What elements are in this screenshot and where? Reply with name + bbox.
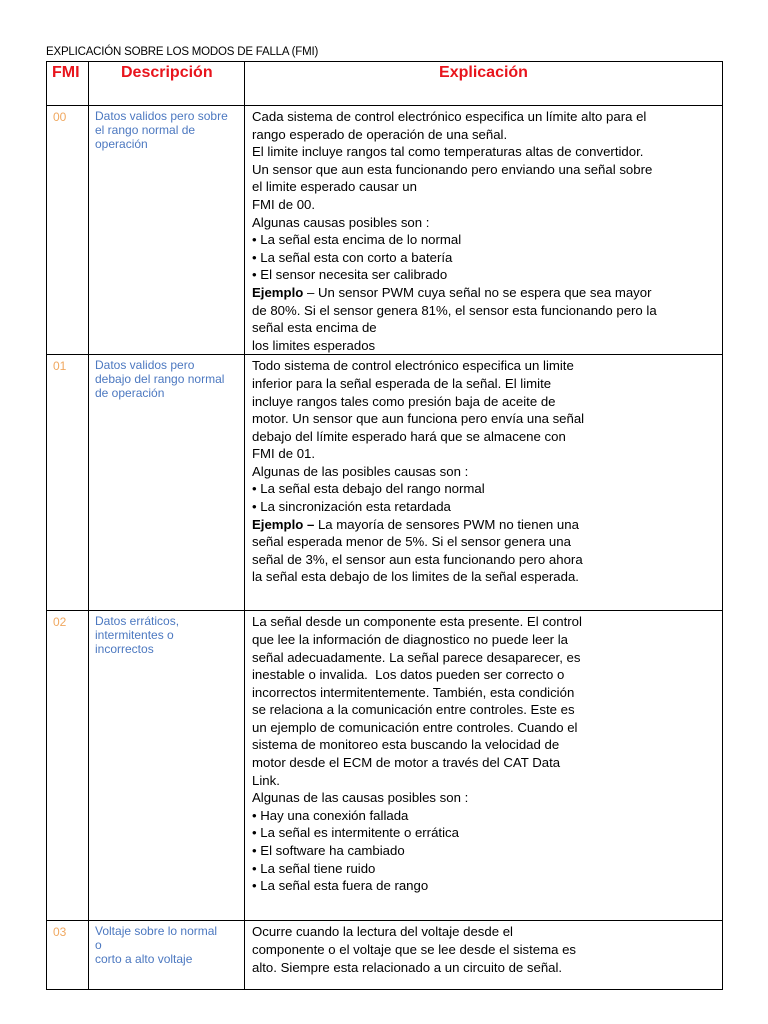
- fmi-explanation: [245, 355, 723, 611]
- description-line: Voltaje sobre lo normal: [95, 924, 218, 939]
- explanation-line: alto. Siempre esta relacionado a un circuito de señal.: [252, 959, 563, 975]
- fmi-code: 02: [47, 611, 89, 921]
- table-row: [47, 106, 723, 355]
- explanation-line: debajo del límite esperado hará que se almacene con: [252, 428, 566, 444]
- explanation-line: inferior para la señal esperada de la señal. El limite: [252, 375, 552, 391]
- description-line: operación: [95, 137, 148, 151]
- description-line: de operación: [95, 386, 165, 401]
- explanation-line: señal de 3%, el sensor aun esta funcionando pero ahora: [252, 551, 583, 567]
- fmi-description: [89, 355, 245, 611]
- header-descripcion: Descripción: [89, 62, 245, 106]
- example-text: La mayoría de sensores PWM no tienen una: [314, 516, 579, 532]
- fmi-explanation: [245, 106, 723, 355]
- explanation-line: Link.: [252, 772, 280, 788]
- explanation-line: componente o el voltaje que se lee desde el sistema es: [252, 941, 577, 957]
- description-line: intermitentes o: [95, 628, 174, 643]
- example-line: [252, 516, 717, 534]
- explanation-line: motor desde el ECM de motor a través del CAT Data: [252, 755, 561, 771]
- description-line: o: [95, 938, 102, 953]
- bullet-line: • El software ha cambiado: [252, 843, 405, 859]
- header-fmi: FMI: [47, 62, 89, 106]
- fmi-code: 03: [47, 921, 89, 990]
- bullet-line: • Hay una conexión fallada: [252, 807, 409, 823]
- fmi-description: [89, 611, 245, 921]
- explanation-line: sistema de monitoreo esta buscando la velocidad de: [252, 737, 560, 753]
- explanation-line: FMI de 00.: [252, 196, 316, 212]
- example-text: – Un sensor PWM cuya señal no se espera que sea mayor: [303, 284, 652, 300]
- table-row: [47, 611, 723, 921]
- explanation-line: Un sensor que aun esta funcionando pero enviando una señal sobre: [252, 161, 653, 177]
- bullet-line: • La señal esta fuera de rango: [252, 878, 429, 894]
- document-page: [46, 44, 722, 990]
- explanation-line: señal esta encima de: [252, 320, 377, 336]
- explanation-line: Cada sistema de control electrónico especifica un límite alto para el: [252, 109, 647, 124]
- bullet-line: • La señal tiene ruido: [252, 860, 376, 876]
- fmi-table: [46, 61, 723, 990]
- fmi-code: 00: [47, 106, 89, 355]
- bullet-line: • La señal esta debajo del rango normal: [252, 481, 485, 497]
- bullet-line: • El sensor necesita ser calibrado: [252, 267, 448, 283]
- description-line: Datos validos pero: [95, 358, 195, 373]
- bullet-line: • La señal esta con corto a batería: [252, 249, 453, 265]
- explanation-line: rango esperado de operación de una señal.: [252, 126, 508, 142]
- description-line: Datos validos pero sobre: [95, 109, 228, 123]
- explanation-line: de 80%. Si el sensor genera 81%, el sensor esta funcionando pero la: [252, 302, 657, 318]
- explanation-line: FMI de 01.: [252, 446, 316, 462]
- bullet-line: • La señal es intermitente o errática: [252, 825, 459, 841]
- explanation-line: Algunas de las causas posibles son :: [252, 790, 469, 806]
- fmi-explanation: [245, 921, 723, 990]
- explanation-line: El limite incluye rangos tal como temperaturas altas de convertidor.: [252, 144, 644, 160]
- explanation-line: Algunas causas posibles son :: [252, 214, 430, 230]
- explanation-line: que lee la información de diagnostico no puede leer la: [252, 631, 568, 647]
- bullet-line: • La señal esta encima de lo normal: [252, 232, 462, 248]
- fmi-description: [89, 106, 245, 355]
- header-explicacion: Explicación: [245, 62, 723, 106]
- description-line: Datos erráticos,: [95, 614, 180, 629]
- explanation-line: señal adecuadamente. La señal parece desaparecer, es: [252, 649, 581, 665]
- example-label: Ejemplo: [252, 284, 304, 300]
- bullet-line: • La sincronización esta retardada: [252, 499, 451, 515]
- explanation-line: el limite esperado causar un: [252, 179, 417, 195]
- explanation-line: Algunas de las posibles causas son :: [252, 463, 469, 479]
- explanation-line: inestable o invalida. Los datos pueden ser correcto o: [252, 667, 565, 683]
- example-label: Ejemplo –: [252, 516, 315, 532]
- explanation-line: motor. Un sensor que aun funciona pero envía una señal: [252, 411, 585, 427]
- example-line: [252, 284, 717, 302]
- explanation-line: un ejemplo de comunicación entre controles. Cuando el: [252, 719, 578, 735]
- table-header-row: [47, 62, 723, 106]
- table-row: [47, 355, 723, 611]
- explanation-line: Ocurre cuando la lectura del voltaje desde el: [252, 924, 513, 940]
- fmi-description: [89, 921, 245, 990]
- explanation-line: Todo sistema de control electrónico especifica un limite: [252, 358, 574, 374]
- explanation-line: incluye rangos tales como presión baja de aceite de: [252, 393, 556, 409]
- explanation-line: los limites esperados: [252, 337, 376, 353]
- description-line: incorrectos: [95, 642, 154, 657]
- fmi-code: 01: [47, 355, 89, 611]
- explanation-line: incorrectos intermitentemente. También, esta condición: [252, 684, 575, 700]
- explanation-line: señal esperada menor de 5%. Si el sensor genera una: [252, 534, 571, 550]
- table-row: [47, 921, 723, 990]
- document-title: EXPLICACIÓN SOBRE LOS MODOS DE FALLA (FMI): [46, 46, 319, 58]
- fmi-explanation: [245, 611, 723, 921]
- description-line: debajo del rango normal: [95, 372, 225, 387]
- explanation-line: la señal esta debajo de los limites de la señal esperada.: [252, 569, 579, 585]
- explanation-line: La señal desde un componente esta presente. El control: [252, 614, 582, 630]
- description-line: el rango normal de: [95, 123, 196, 137]
- explanation-line: se relaciona a la comunicación entre controles. Este es: [252, 702, 575, 718]
- description-line: corto a alto voltaje: [95, 952, 193, 967]
